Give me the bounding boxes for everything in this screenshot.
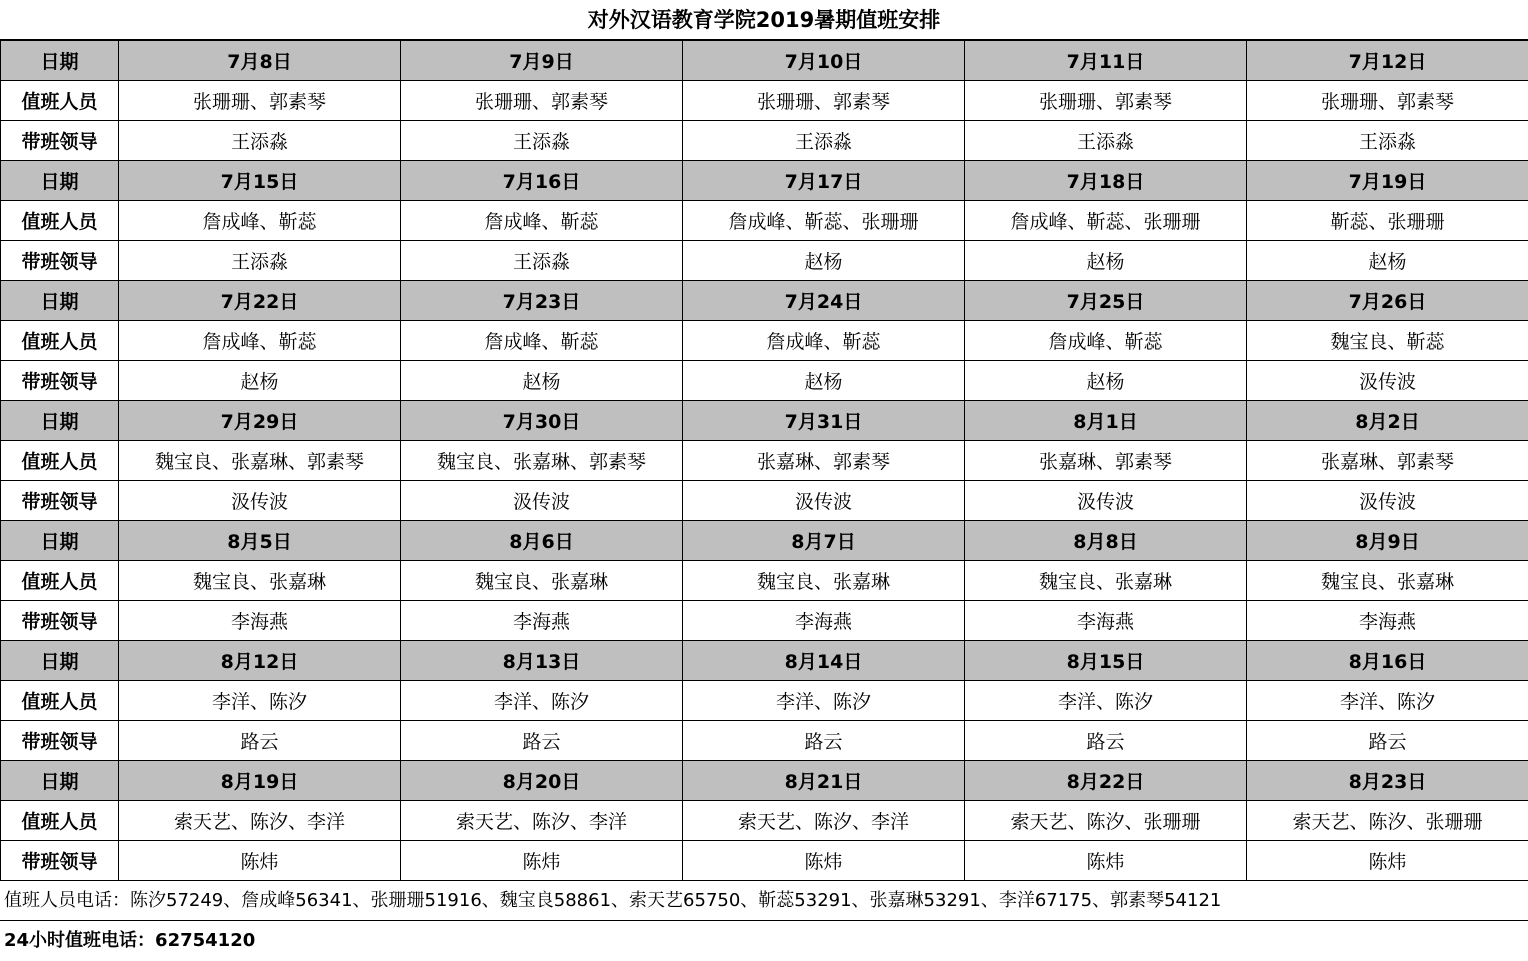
staff-phone-list: 值班人员电话：陈汐57249、詹成峰56341、张珊珊51916、魏宝良58861、索天艺65750、靳蕊53291、张嘉琳53291、李洋67175、郭素琴54121 bbox=[0, 881, 1528, 921]
staff-cell: 魏宝良、张嘉琳 bbox=[683, 561, 965, 601]
date-cell: 7月23日 bbox=[401, 281, 683, 321]
leader-row bbox=[1, 361, 1528, 401]
leader-row-label: 带班领导 bbox=[1, 241, 119, 281]
staff-cell: 魏宝良、张嘉琳 bbox=[965, 561, 1247, 601]
staff-cell: 索天艺、陈汐、李洋 bbox=[401, 801, 683, 841]
sheet-title: 对外汉语教育学院2019暑期值班安排 bbox=[0, 0, 1528, 40]
staff-row bbox=[1, 81, 1528, 121]
leader-cell: 路云 bbox=[401, 721, 683, 761]
date-row bbox=[1, 641, 1528, 681]
leader-row-label: 带班领导 bbox=[1, 481, 119, 521]
staff-cell: 李洋、陈汐 bbox=[401, 681, 683, 721]
staff-cell: 詹成峰、靳蕊 bbox=[683, 321, 965, 361]
leader-cell: 陈炜 bbox=[401, 841, 683, 881]
staff-cell: 李洋、陈汐 bbox=[965, 681, 1247, 721]
leader-row-label: 带班领导 bbox=[1, 601, 119, 641]
staff-row bbox=[1, 681, 1528, 721]
leader-cell: 陈炜 bbox=[119, 841, 401, 881]
date-row bbox=[1, 521, 1528, 561]
leader-cell: 赵杨 bbox=[1247, 241, 1528, 281]
leader-cell: 汲传波 bbox=[119, 481, 401, 521]
staff-row-label: 值班人员 bbox=[1, 801, 119, 841]
staff-cell: 詹成峰、靳蕊 bbox=[965, 321, 1247, 361]
leader-cell: 李海燕 bbox=[683, 601, 965, 641]
hotline-number: 24小时值班电话：62754120 bbox=[4, 930, 256, 951]
date-cell: 7月26日 bbox=[1247, 281, 1528, 321]
leader-row bbox=[1, 481, 1528, 521]
staff-cell: 李洋、陈汐 bbox=[683, 681, 965, 721]
leader-cell: 李海燕 bbox=[401, 601, 683, 641]
date-row bbox=[1, 281, 1528, 321]
staff-cell: 靳蕊、张珊珊 bbox=[1247, 201, 1528, 241]
leader-cell: 李海燕 bbox=[119, 601, 401, 641]
staff-cell: 索天艺、陈汐、李洋 bbox=[683, 801, 965, 841]
date-row bbox=[1, 401, 1528, 441]
leader-cell: 汲传波 bbox=[1247, 361, 1528, 401]
staff-cell: 张珊珊、郭素琴 bbox=[683, 81, 965, 121]
staff-row-label: 值班人员 bbox=[1, 561, 119, 601]
staff-cell: 魏宝良、张嘉琳 bbox=[119, 561, 401, 601]
date-row bbox=[1, 161, 1528, 201]
staff-cell: 詹成峰、靳蕊 bbox=[401, 321, 683, 361]
date-row-label: 日期 bbox=[1, 641, 119, 681]
date-cell: 8月19日 bbox=[119, 761, 401, 801]
date-cell: 8月14日 bbox=[683, 641, 965, 681]
leader-row-label: 带班领导 bbox=[1, 361, 119, 401]
staff-cell: 詹成峰、靳蕊 bbox=[119, 201, 401, 241]
staff-row bbox=[1, 561, 1528, 601]
leader-cell: 赵杨 bbox=[965, 241, 1247, 281]
leader-cell: 赵杨 bbox=[401, 361, 683, 401]
date-cell: 8月1日 bbox=[965, 401, 1247, 441]
staff-cell: 魏宝良、靳蕊 bbox=[1247, 321, 1528, 361]
date-cell: 8月13日 bbox=[401, 641, 683, 681]
staff-row-label: 值班人员 bbox=[1, 201, 119, 241]
staff-row bbox=[1, 801, 1528, 841]
schedule-body bbox=[1, 41, 1528, 881]
leader-row-label: 带班领导 bbox=[1, 841, 119, 881]
date-cell: 7月31日 bbox=[683, 401, 965, 441]
date-cell: 8月16日 bbox=[1247, 641, 1528, 681]
leader-cell: 汲传波 bbox=[1247, 481, 1528, 521]
leader-cell: 路云 bbox=[1247, 721, 1528, 761]
staff-row bbox=[1, 201, 1528, 241]
date-cell: 8月15日 bbox=[965, 641, 1247, 681]
leader-cell: 李海燕 bbox=[1247, 601, 1528, 641]
leader-row bbox=[1, 841, 1528, 881]
leader-cell: 王添淼 bbox=[119, 121, 401, 161]
date-cell: 8月12日 bbox=[119, 641, 401, 681]
leader-cell: 王添淼 bbox=[119, 241, 401, 281]
leader-row bbox=[1, 601, 1528, 641]
date-cell: 8月5日 bbox=[119, 521, 401, 561]
date-cell: 7月24日 bbox=[683, 281, 965, 321]
staff-cell: 索天艺、陈汐、张珊珊 bbox=[1247, 801, 1528, 841]
staff-row bbox=[1, 441, 1528, 481]
staff-row bbox=[1, 321, 1528, 361]
staff-cell: 张珊珊、郭素琴 bbox=[1247, 81, 1528, 121]
leader-cell: 赵杨 bbox=[965, 361, 1247, 401]
date-cell: 7月18日 bbox=[965, 161, 1247, 201]
date-cell: 7月9日 bbox=[401, 41, 683, 81]
leader-cell: 陈炜 bbox=[1247, 841, 1528, 881]
leader-cell: 赵杨 bbox=[119, 361, 401, 401]
date-row-label: 日期 bbox=[1, 161, 119, 201]
date-cell: 8月9日 bbox=[1247, 521, 1528, 561]
date-cell: 8月7日 bbox=[683, 521, 965, 561]
date-cell: 7月29日 bbox=[119, 401, 401, 441]
date-cell: 7月12日 bbox=[1247, 41, 1528, 81]
leader-row bbox=[1, 241, 1528, 281]
date-cell: 7月19日 bbox=[1247, 161, 1528, 201]
staff-cell: 詹成峰、靳蕊、张珊珊 bbox=[965, 201, 1247, 241]
leader-cell: 汲传波 bbox=[965, 481, 1247, 521]
leader-cell: 陈炜 bbox=[683, 841, 965, 881]
date-cell: 7月11日 bbox=[965, 41, 1247, 81]
staff-cell: 张珊珊、郭素琴 bbox=[965, 81, 1247, 121]
leader-cell: 汲传波 bbox=[683, 481, 965, 521]
staff-cell: 张珊珊、郭素琴 bbox=[119, 81, 401, 121]
staff-cell: 魏宝良、张嘉琳 bbox=[1247, 561, 1528, 601]
date-row-label: 日期 bbox=[1, 41, 119, 81]
staff-cell: 张嘉琳、郭素琴 bbox=[1247, 441, 1528, 481]
staff-cell: 詹成峰、靳蕊、张珊珊 bbox=[683, 201, 965, 241]
staff-cell: 詹成峰、靳蕊 bbox=[119, 321, 401, 361]
leader-cell: 王添淼 bbox=[401, 241, 683, 281]
leader-cell: 赵杨 bbox=[683, 361, 965, 401]
date-cell: 8月2日 bbox=[1247, 401, 1528, 441]
staff-cell: 李洋、陈汐 bbox=[119, 681, 401, 721]
date-cell: 7月16日 bbox=[401, 161, 683, 201]
leader-cell: 路云 bbox=[683, 721, 965, 761]
date-row-label: 日期 bbox=[1, 761, 119, 801]
staff-cell: 张珊珊、郭素琴 bbox=[401, 81, 683, 121]
date-cell: 7月17日 bbox=[683, 161, 965, 201]
date-cell: 7月25日 bbox=[965, 281, 1247, 321]
staff-row-label: 值班人员 bbox=[1, 81, 119, 121]
staff-row-label: 值班人员 bbox=[1, 321, 119, 361]
schedule-table bbox=[0, 40, 1528, 881]
leader-cell: 王添淼 bbox=[1247, 121, 1528, 161]
staff-cell: 魏宝良、张嘉琳、郭素琴 bbox=[401, 441, 683, 481]
leader-row bbox=[1, 721, 1528, 761]
date-cell: 8月20日 bbox=[401, 761, 683, 801]
leader-row bbox=[1, 121, 1528, 161]
leader-cell: 路云 bbox=[965, 721, 1247, 761]
date-row-label: 日期 bbox=[1, 401, 119, 441]
date-cell: 8月22日 bbox=[965, 761, 1247, 801]
staff-cell: 张嘉琳、郭素琴 bbox=[683, 441, 965, 481]
staff-cell: 李洋、陈汐 bbox=[1247, 681, 1528, 721]
staff-cell: 张嘉琳、郭素琴 bbox=[965, 441, 1247, 481]
leader-cell: 赵杨 bbox=[683, 241, 965, 281]
leader-cell: 汲传波 bbox=[401, 481, 683, 521]
date-cell: 8月21日 bbox=[683, 761, 965, 801]
leader-cell: 陈炜 bbox=[965, 841, 1247, 881]
date-cell: 7月8日 bbox=[119, 41, 401, 81]
date-cell: 8月23日 bbox=[1247, 761, 1528, 801]
leader-cell: 王添淼 bbox=[683, 121, 965, 161]
staff-row-label: 值班人员 bbox=[1, 441, 119, 481]
date-cell: 7月10日 bbox=[683, 41, 965, 81]
date-row bbox=[1, 761, 1528, 801]
staff-cell: 索天艺、陈汐、张珊珊 bbox=[965, 801, 1247, 841]
staff-row-label: 值班人员 bbox=[1, 681, 119, 721]
leader-row-label: 带班领导 bbox=[1, 121, 119, 161]
date-cell: 8月6日 bbox=[401, 521, 683, 561]
date-cell: 7月15日 bbox=[119, 161, 401, 201]
leader-cell: 王添淼 bbox=[401, 121, 683, 161]
staff-cell: 索天艺、陈汐、李洋 bbox=[119, 801, 401, 841]
leader-row-label: 带班领导 bbox=[1, 721, 119, 761]
staff-cell: 詹成峰、靳蕊 bbox=[401, 201, 683, 241]
leader-cell: 路云 bbox=[119, 721, 401, 761]
leader-cell: 李海燕 bbox=[965, 601, 1247, 641]
date-cell: 7月30日 bbox=[401, 401, 683, 441]
date-row bbox=[1, 41, 1528, 81]
date-row-label: 日期 bbox=[1, 521, 119, 561]
date-row-label: 日期 bbox=[1, 281, 119, 321]
staff-cell: 魏宝良、张嘉琳 bbox=[401, 561, 683, 601]
leader-cell: 王添淼 bbox=[965, 121, 1247, 161]
staff-cell: 魏宝良、张嘉琳、郭素琴 bbox=[119, 441, 401, 481]
date-cell: 8月8日 bbox=[965, 521, 1247, 561]
date-cell: 7月22日 bbox=[119, 281, 401, 321]
